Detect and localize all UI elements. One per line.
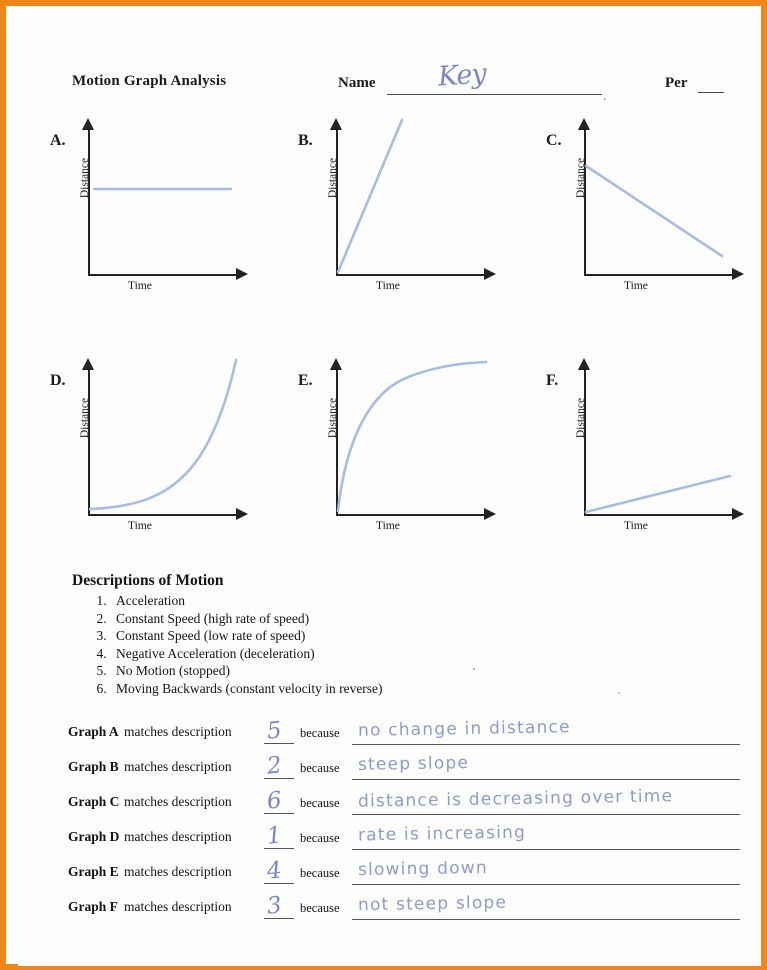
answer-row-a-reason: no change in distance (357, 717, 571, 741)
answer-row-e-matches-text: matches description (124, 864, 232, 879)
period-label: Per (665, 75, 688, 91)
graph-a-y-label: Distance (79, 157, 91, 199)
answer-row-a-matches-text: matches description (124, 724, 232, 739)
answer-row-c-graph: Graph C (68, 794, 120, 809)
graph-f-y-label: Distance (575, 397, 587, 439)
graph-e-x-label: Time (376, 520, 400, 532)
graph-c-letter: C. (546, 132, 562, 149)
answer-row-d-number: 1 (265, 822, 283, 850)
graph-e-curve (314, 364, 504, 539)
answer-row-b-number: 2 (265, 752, 283, 780)
answer-row-b (68, 754, 740, 789)
graph-c-y-label: Distance (575, 157, 587, 199)
answer-row-d-matches-text: matches description (124, 829, 232, 844)
answer-row-d-graph: Graph D (68, 829, 120, 844)
answer-row-b-matches-text: matches description (124, 759, 232, 774)
stray-mark (473, 668, 475, 670)
graph-d-x-label: Time (128, 520, 152, 532)
answer-row-f-matches-text: matches description (124, 899, 232, 914)
header-stray-mark: . (603, 88, 607, 103)
answer-row-e-reason: slowing down (357, 857, 489, 881)
graph-f-x-label: Time (624, 520, 648, 532)
name-field-rule[interactable] (387, 94, 602, 95)
graph-b-curve (314, 124, 504, 299)
graph-a-letter: A. (50, 132, 66, 149)
answer-row-a-graph: Graph A (68, 724, 119, 739)
answer-row-e (68, 859, 740, 894)
graph-b-y-label: Distance (327, 157, 339, 199)
answer-row-f-reason-rule[interactable] (352, 919, 740, 920)
graph-e (298, 364, 504, 539)
answer-row-a-because-text: because (300, 726, 340, 740)
answer-row-d-reason-rule[interactable] (352, 849, 740, 850)
period-field-rule[interactable] (698, 92, 724, 93)
stray-mark-2 (618, 692, 620, 694)
answer-row-e-reason-rule[interactable] (352, 884, 740, 885)
graph-c (546, 124, 752, 299)
graph-d-letter: D. (50, 372, 66, 389)
graph-f (546, 364, 752, 539)
answer-row-b-because-text: because (300, 761, 340, 775)
answer-row-d-reason: rate is increasing (357, 822, 527, 846)
answer-row-b-reason-rule[interactable] (352, 779, 740, 780)
answer-row-a-number: 5 (265, 717, 283, 745)
descriptions-heading: Descriptions of Motion (72, 572, 224, 589)
description-item-5: 5. No Motion (stopped) (110, 662, 383, 680)
graph-c-curve (562, 124, 752, 299)
description-item-6: 6. Moving Backwards (constant velocity in reverse) (110, 680, 383, 698)
answer-row-c-reason-rule[interactable] (352, 814, 740, 815)
answer-row-c-number: 6 (265, 787, 283, 815)
answer-row-b-reason: steep slope (357, 753, 470, 775)
graph-b-x-label: Time (376, 280, 400, 292)
graph-a-curve (66, 124, 256, 299)
description-item-2: 2. Constant Speed (high rate of speed) (110, 610, 383, 628)
worksheet-page (18, 16, 761, 966)
graph-f-curve (562, 364, 752, 539)
descriptions-list (84, 592, 383, 698)
answer-row-f-number: 3 (265, 892, 283, 920)
answer-row-b-graph: Graph B (68, 759, 119, 774)
graph-b (298, 124, 504, 299)
description-item-1: 1. Acceleration (110, 592, 383, 610)
answer-row-c-matches-text: matches description (124, 794, 232, 809)
description-item-4: 4. Negative Acceleration (deceleration) (110, 645, 383, 663)
answer-row-e-graph: Graph E (68, 864, 119, 879)
answer-row-e-number: 4 (265, 857, 283, 885)
graph-b-letter: B. (298, 132, 313, 149)
graph-d-curve (66, 364, 256, 539)
graph-a-x-label: Time (128, 280, 152, 292)
graph-e-letter: E. (298, 372, 313, 389)
name-field-value: Key (436, 58, 487, 93)
answer-row-a-reason-rule[interactable] (352, 744, 740, 745)
answer-row-f-because-text: because (300, 901, 340, 915)
answer-row-d (68, 824, 740, 859)
description-item-3: 3. Constant Speed (low rate of speed) (110, 627, 383, 645)
graph-c-x-label: Time (624, 280, 648, 292)
graph-d (50, 364, 256, 539)
name-label: Name (338, 75, 376, 91)
page-title: Motion Graph Analysis (72, 73, 227, 89)
graph-d-y-label: Distance (79, 397, 91, 439)
answer-row-f-reason: not steep slope (357, 892, 508, 916)
answer-row-c-because-text: because (300, 796, 340, 810)
graph-a (50, 124, 256, 299)
answer-row-f-graph: Graph F (68, 899, 118, 914)
graph-e-y-label: Distance (327, 397, 339, 439)
answer-row-f (68, 894, 740, 929)
answer-row-d-because-text: because (300, 831, 340, 845)
graph-f-letter: F. (546, 372, 559, 389)
answer-row-a (68, 719, 740, 754)
answer-row-c-reason: distance is decreasing over time (357, 786, 674, 812)
answer-row-e-because-text: because (300, 866, 340, 880)
answer-row-c (68, 786, 740, 824)
